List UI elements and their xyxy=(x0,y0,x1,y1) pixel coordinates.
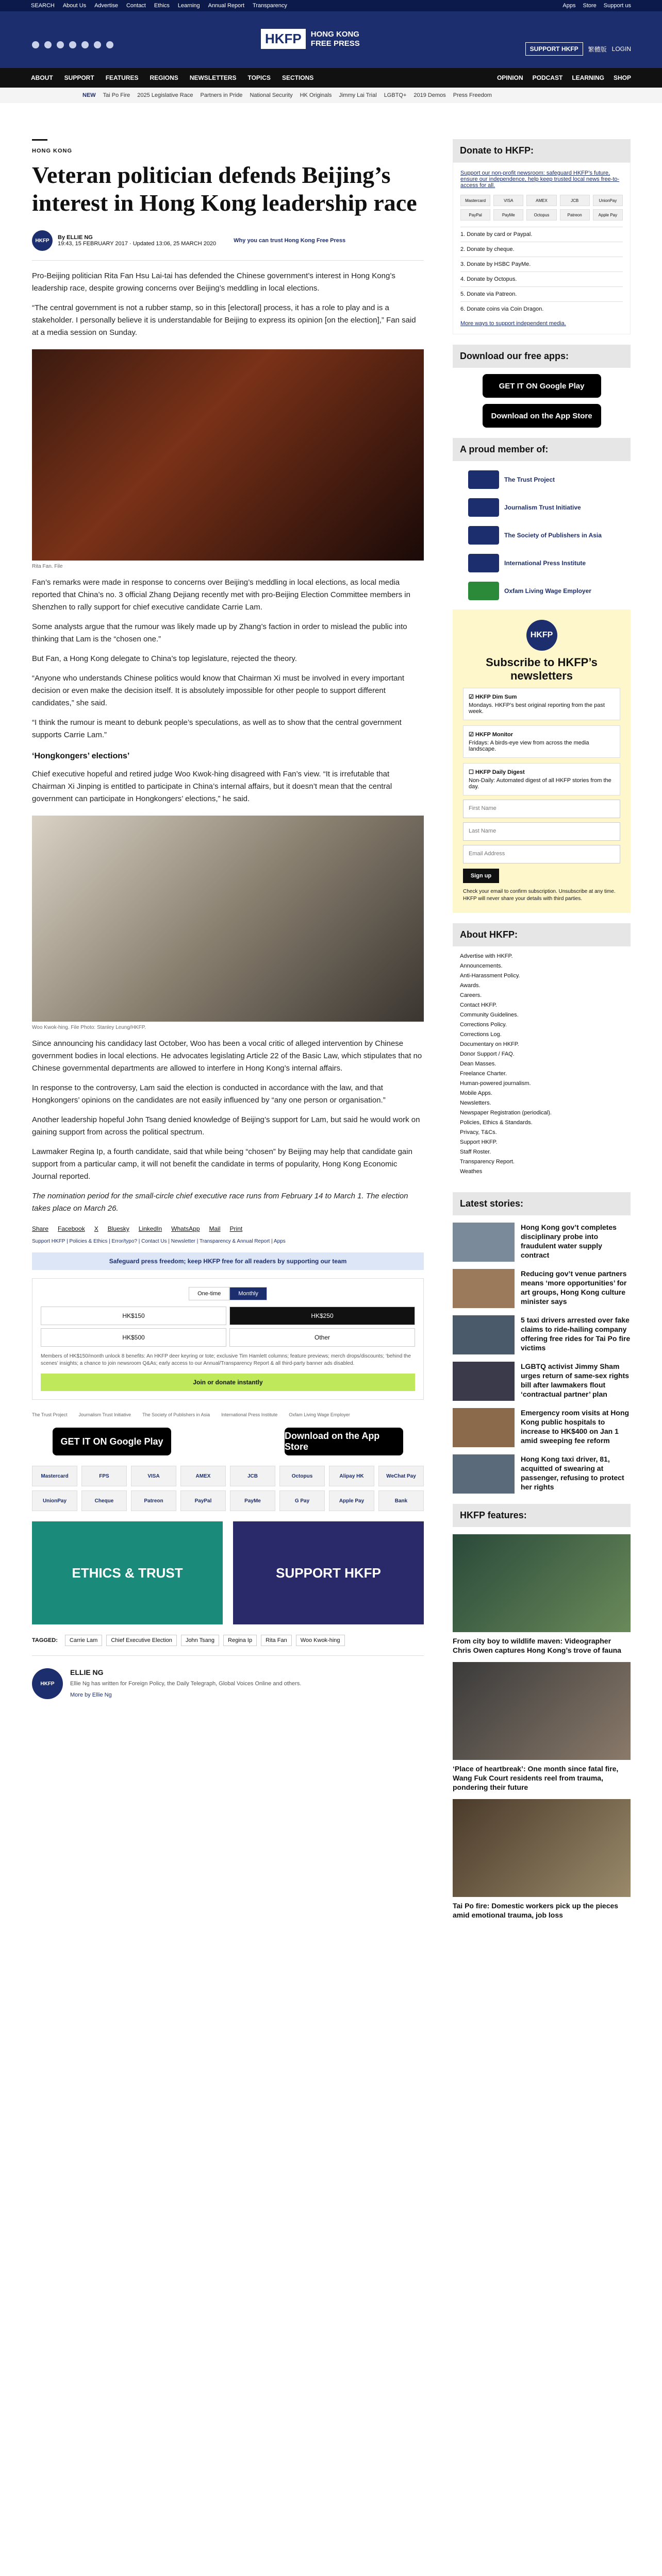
nav-learning[interactable]: LEARNING xyxy=(572,74,604,81)
member-logo[interactable]: The Trust Project xyxy=(468,470,615,489)
story-thumbnail xyxy=(453,1362,515,1401)
about-link[interactable]: Awards. xyxy=(460,982,481,989)
story-thumbnail xyxy=(453,1223,515,1262)
about-link[interactable]: Weathes xyxy=(460,1168,483,1175)
app-store-button[interactable]: Download on the App Store xyxy=(285,1428,403,1455)
linkedin-icon[interactable] xyxy=(81,41,89,48)
donate-heading: Donate to HKFP: xyxy=(453,139,631,162)
last-name-input[interactable]: Last Name xyxy=(463,822,620,841)
article-title: Veteran politician defends Beijing’s interest in Hong Kong leadership race xyxy=(32,162,417,216)
tag[interactable]: Carrie Lam xyxy=(65,1635,102,1646)
latest-heading: Latest stories: xyxy=(453,1192,631,1215)
paragraph: “I think the rumour is meant to debunk people’s speculations, as well as to show that the central government supports Carrie Lam.” xyxy=(32,718,402,739)
payment-logo: PayPal xyxy=(460,209,490,221)
tag[interactable]: Rita Fan xyxy=(261,1635,292,1646)
payment-logo: Octopus xyxy=(279,1466,325,1486)
story-thumbnail xyxy=(453,1799,631,1897)
tags-label: TAGGED: xyxy=(32,1637,58,1643)
about-link[interactable]: Transparency Report. xyxy=(460,1159,515,1165)
trust-project-logo xyxy=(468,470,499,489)
payment-logo: PayMe xyxy=(493,209,523,221)
main-nav xyxy=(0,68,662,88)
share-print[interactable]: Print xyxy=(229,1225,243,1232)
search-link[interactable]: SEARCH xyxy=(31,3,55,9)
nav-opinion[interactable]: OPINION xyxy=(496,74,523,81)
paragraph: Some analysts argue that the rumour was likely made up by Zhang’s faction in order to mislead the public into thinking that Lam is the “chosen one.” xyxy=(32,622,407,643)
more-by-author-link[interactable]: More by Ellie Ng xyxy=(70,1692,112,1698)
login-link[interactable]: LOGIN xyxy=(611,45,631,53)
trending-link[interactable]: 2025 Legislative Race xyxy=(137,92,193,98)
payment-logo: Patreon xyxy=(131,1490,176,1511)
advertise-link[interactable]: Advertise xyxy=(94,3,118,9)
paragraph: Fan’s remarks were made in response to concerns over Beijing’s meddling in local elections, as local media reported that China’s no. 3 official Zhang Dejiang recently met with pro-Beijing Election Committee members in Shenzhen to rally support for chief executive candidate Carrie Lam. xyxy=(32,578,410,612)
member-logo[interactable]: The Society of Publishers in Asia xyxy=(468,526,615,545)
promo-banners xyxy=(32,1521,424,1624)
x-icon[interactable] xyxy=(44,41,52,48)
nav-newsletters[interactable]: NEWSLETTERS xyxy=(189,74,237,81)
about-link[interactable]: Support HKFP. xyxy=(460,1139,498,1145)
sign-up-button[interactable]: Sign up xyxy=(463,869,499,883)
nav-features[interactable]: FEATURES xyxy=(105,74,139,81)
paragraph: Lawmaker Regina Ip, a fourth candidate, said that while being “chosen” by Beijing may help that candidate gain support from a particular camp, it will not benefit the candidate in terms of popularity, Hong Kong Economic Journal reported. xyxy=(32,1147,412,1181)
author-bio: Ellie Ng has written for Foreign Policy, the Daily Telegraph, Global Voices Online and others. xyxy=(70,1681,302,1687)
donate-option[interactable]: 1. Donate by card or Paypal. xyxy=(460,227,623,242)
tag[interactable]: Regina Ip xyxy=(223,1635,257,1646)
nav-regions[interactable]: REGIONS xyxy=(150,74,178,81)
payment-logo: PayPal xyxy=(180,1490,226,1511)
trending-link[interactable]: Tai Po Fire xyxy=(103,92,130,98)
author-name[interactable]: ELLIE NG xyxy=(70,1668,104,1676)
partner-logo[interactable]: The Society of Publishers in Asia xyxy=(142,1412,210,1417)
about-link[interactable]: Corrections Policy. xyxy=(460,1022,507,1028)
latest-story[interactable]: Hong Kong gov’t completes disciplinary probe into fraudulent water supply contract xyxy=(453,1223,631,1262)
paragraph: Since announcing his candidacy last October, Woo has been a vocal critic of alleged intervention by Chinese government bodies in local elections. He advocates legislating Article 22 of the Basic Law, which stipulates that no Chinese governmental departments are allowed to interfere in Hong Kong’s internal affairs. xyxy=(32,1039,422,1073)
paragraph: Another leadership hopeful John Tsang denied knowledge of Beijing’s support for Lam, but said he would work on gaining support from across the political spectrum. xyxy=(32,1115,420,1137)
social-icons xyxy=(32,41,113,48)
paragraph: But Fan, a Hong Kong delegate to China’s top legislature, rejected the theory. xyxy=(32,654,297,663)
payment-logo: Mastercard xyxy=(32,1466,77,1486)
jti-logo xyxy=(468,498,499,517)
donate-option[interactable]: 4. Donate by Octopus. xyxy=(460,272,623,286)
apps-heading: Download our free apps: xyxy=(453,345,631,368)
article-photo-woo xyxy=(32,816,424,1022)
youtube-icon[interactable] xyxy=(69,41,76,48)
payment-methods xyxy=(460,195,623,221)
trending-link[interactable]: Partners in Pride xyxy=(200,92,243,98)
about-link[interactable]: Privacy, T&Cs. xyxy=(460,1129,497,1136)
category-label[interactable]: HONG KONG xyxy=(32,148,73,154)
top-utility-bar xyxy=(0,0,662,11)
tag[interactable]: Chief Executive Election xyxy=(106,1635,177,1646)
bluesky-icon[interactable] xyxy=(94,41,101,48)
safeguard-banner[interactable]: Safeguard press freedom; keep HKFP free for all readers by supporting our team xyxy=(32,1252,424,1270)
publish-date: 19:43, 15 FEBRUARY 2017 · Updated 13:06, 25 MARCH 2020 xyxy=(58,241,217,247)
newsletter-option[interactable]: ☑ HKFP Dim Sum Mondays. HKFP’s best original reporting from the past week. xyxy=(463,688,620,720)
share-mail[interactable]: Mail xyxy=(209,1225,221,1232)
author-name[interactable]: ELLIE NG xyxy=(67,234,93,241)
trending-link[interactable]: Jimmy Lai Trial xyxy=(339,92,377,98)
latest-story[interactable]: Reducing gov’t venue partners means ‘more opportunities’ for art groups, Hong Kong culture minister says xyxy=(453,1269,631,1308)
newsletter-option[interactable]: ☑ HKFP Monitor Fridays: A birds-eye view from across the media landscape. xyxy=(463,725,620,758)
story-thumbnail xyxy=(453,1454,515,1494)
story-thumbnail xyxy=(453,1408,515,1447)
partner-logo[interactable]: The Trust Project xyxy=(32,1412,68,1417)
trending-link[interactable]: LGBTQ+ xyxy=(384,92,407,98)
feature-story[interactable]: From city boy to wildlife maven: Videographer Chris Owen captures Hong Kong’s trove of fauna xyxy=(453,1534,631,1655)
ipi-logo xyxy=(468,554,499,572)
site-header xyxy=(0,11,662,68)
share-x[interactable]: X xyxy=(94,1225,98,1232)
about-link[interactable]: Community Guidelines. xyxy=(460,1012,519,1018)
amount-option[interactable]: HK$150 xyxy=(41,1307,226,1325)
payment-logo: Apple Pay xyxy=(329,1490,374,1511)
contact-link[interactable]: Contact xyxy=(126,3,146,9)
trending-link[interactable]: 2019 Demos xyxy=(413,92,446,98)
about-link[interactable]: Human-powered journalism. xyxy=(460,1080,531,1087)
article-photo-rita-fan xyxy=(32,349,424,561)
first-name-input[interactable]: First Name xyxy=(463,800,620,818)
google-play-button[interactable]: GET IT ON Google Play xyxy=(53,1428,171,1455)
about-link[interactable]: Freelance Charter. xyxy=(460,1071,507,1077)
payment-logo: UnionPay xyxy=(32,1490,77,1511)
payment-logo: WeChat Pay xyxy=(378,1466,424,1486)
payment-logo: UnionPay xyxy=(593,195,623,206)
donate-option[interactable]: 3. Donate by HSBC PayMe. xyxy=(460,257,623,272)
divider xyxy=(32,260,424,261)
avatar[interactable]: HKFP xyxy=(32,1668,63,1699)
tag[interactable]: Woo Kwok-hing xyxy=(296,1635,345,1646)
share-bluesky[interactable]: Bluesky xyxy=(107,1225,129,1232)
trending-link[interactable]: HK Originals xyxy=(300,92,332,98)
apps-link[interactable]: Apps xyxy=(562,3,576,9)
donate-option[interactable]: 5. Donate via Patreon. xyxy=(460,286,623,301)
hkfp-logo: HKFP xyxy=(526,620,557,651)
amount-option[interactable]: HK$250 xyxy=(229,1307,415,1325)
payment-logo: JCB xyxy=(560,195,590,206)
payment-logo: Bank xyxy=(378,1490,424,1511)
support-hkfp-button[interactable]: SUPPORT HKFP xyxy=(525,42,583,56)
donation-widget xyxy=(32,1278,424,1400)
photo-caption: Woo Kwok-hing. File Photo: Stanley Leung/HKFP. xyxy=(32,1025,146,1030)
store-link[interactable]: Store xyxy=(583,3,597,9)
facebook-icon[interactable] xyxy=(32,41,39,48)
partner-logo[interactable]: Oxfam Living Wage Employer xyxy=(289,1412,350,1417)
latest-story[interactable]: Hong Kong taxi driver, 81, acquitted of swearing at passenger, refusing to protect her rights xyxy=(453,1454,631,1494)
features-heading: HKFP features: xyxy=(453,1504,631,1527)
email-input[interactable]: Email Address xyxy=(463,845,620,863)
payment-logo: Cheque xyxy=(81,1490,127,1511)
feature-story[interactable]: Tai Po fire: Domestic workers pick up the pieces amid emotional trauma, job loss xyxy=(453,1799,631,1920)
tag-list xyxy=(32,1635,424,1646)
donate-intro[interactable]: Support our non-profit newsroom: safeguard HKFP’s future, ensure our independence, help keep trusted local news free-to-access for all. xyxy=(460,170,620,189)
payment-logo: PayMe xyxy=(230,1490,275,1511)
site-logo[interactable]: HKFP HONG KONG FREE PRESS xyxy=(261,29,360,49)
paragraph: Pro-Beijing politician Rita Fan Hsu Lai-tai has defended the Chinese government’s interest in Hong Kong’s leadership race, despite growing concerns over Beijing’s meddling in local elections. xyxy=(32,272,395,293)
nav-podcast[interactable]: PODCAST xyxy=(532,74,563,81)
new-badge: NEW xyxy=(82,92,96,98)
app-store-button[interactable]: Download on the App Store xyxy=(483,404,601,428)
about-link[interactable]: Newspaper Registration (periodical). xyxy=(460,1110,552,1116)
member-heading: A proud member of: xyxy=(453,438,631,461)
trending-bar xyxy=(0,88,662,103)
partner-logos xyxy=(32,1412,424,1417)
newsletter-signup xyxy=(453,609,631,913)
share-label: Share xyxy=(32,1225,49,1232)
member-logo[interactable]: Journalism Trust Initiative xyxy=(468,498,615,517)
amount-option[interactable]: HK$500 xyxy=(41,1328,226,1347)
about-link[interactable]: Anti-Harassment Policy. xyxy=(460,973,520,979)
nav-topics[interactable]: TOPICS xyxy=(247,74,271,81)
about-link[interactable]: Announcements. xyxy=(460,963,503,969)
annual-report-link[interactable]: Annual Report xyxy=(208,3,244,9)
feature-story[interactable]: ‘Place of heartbreak’: One month since fatal fire, Wang Fuk Court residents reel from trauma, pondering their future xyxy=(453,1662,631,1792)
payment-logo: FPS xyxy=(81,1466,127,1486)
partner-logo[interactable]: International Press Institute xyxy=(221,1412,278,1417)
about-link[interactable]: Policies, Ethics & Standards. xyxy=(460,1120,533,1126)
about-link[interactable]: Donor Support / FAQ. xyxy=(460,1051,515,1057)
about-link[interactable]: Dean Masses. xyxy=(460,1061,496,1067)
payment-logo: G Pay xyxy=(279,1490,325,1511)
amount-option[interactable]: Other xyxy=(229,1328,415,1347)
partner-logo[interactable]: Journalism Trust Initiative xyxy=(78,1412,131,1417)
payment-logo: Patreon xyxy=(560,209,590,221)
paragraph: Chief executive hopeful and retired judge Woo Kwok-hing disagreed with Fan’s view. “It is irrefutable that Chairman Xi Jinping is entitled to participate in China’s internal affairs, but it doesn’t mean that the central government can participate in Hongkongers’ elections,” he said. xyxy=(32,770,392,803)
payment-logo: Alipay HK xyxy=(329,1466,374,1486)
monthly-tab[interactable]: Monthly xyxy=(229,1287,267,1300)
byline: HKFP By ELLIE NG 19:43, 15 FEBRUARY 2017 · Updated 13:06, 25 MARCH 2020 Why you can trust Hong Kong Free Press xyxy=(32,230,424,251)
payment-logo: Octopus xyxy=(526,209,556,221)
payment-logo: AMEX xyxy=(180,1466,226,1486)
about-link[interactable]: Careers. xyxy=(460,992,482,998)
one-time-tab[interactable]: One-time xyxy=(189,1287,229,1300)
more-ways-link[interactable]: More ways to support independent media. xyxy=(460,320,566,327)
about-link[interactable]: Advertise with HKFP. xyxy=(460,953,513,959)
share-linkedin[interactable]: LinkedIn xyxy=(138,1225,162,1232)
newsletter-heading: Subscribe to HKFP’s newsletters xyxy=(486,656,598,682)
support-promo[interactable]: SUPPORT HKFP xyxy=(233,1521,424,1624)
donate-option[interactable]: 2. Donate by cheque. xyxy=(460,242,623,257)
ethics-link[interactable]: Ethics xyxy=(154,3,170,9)
about-link[interactable]: Staff Roster. xyxy=(460,1149,491,1155)
payment-logo: JCB xyxy=(230,1466,275,1486)
payment-logo: VISA xyxy=(131,1466,176,1486)
about-link[interactable]: About Us xyxy=(62,3,87,9)
story-thumbnail xyxy=(453,1269,515,1308)
divider xyxy=(32,1655,424,1656)
divider xyxy=(32,139,47,141)
sopa-logo xyxy=(468,526,499,545)
subheading: ‘Hongkongers’ elections’ xyxy=(32,752,130,760)
ethics-promo[interactable]: ETHICS & TRUST xyxy=(32,1521,223,1624)
donate-option[interactable]: 6. Donate coins via Coin Dragon. xyxy=(460,301,623,316)
story-thumbnail xyxy=(453,1315,515,1354)
avatar[interactable]: HKFP xyxy=(32,230,53,251)
photo-caption: Rita Fan. File xyxy=(32,564,63,569)
google-play-button[interactable]: GET IT ON Google Play xyxy=(483,374,601,398)
author-box xyxy=(32,1668,424,1699)
sidebar xyxy=(453,139,631,1927)
trending-link[interactable]: National Security xyxy=(250,92,293,98)
nav-about[interactable]: ABOUT xyxy=(31,74,53,81)
paragraph: “The central government is not a rubber stamp, so in this [electoral] process, it has a role to play and is a stakeholder. I personally believe it is understandable for Beijing to express its opinion [on the election],” Fan said at a media session on Sunday. xyxy=(32,303,416,337)
about-heading: About HKFP: xyxy=(453,923,631,946)
app-store-buttons xyxy=(32,1428,424,1455)
oxfam-logo xyxy=(468,582,499,600)
join-donate-button[interactable]: Join or donate instantly xyxy=(41,1374,415,1391)
transparency-link[interactable]: Transparency xyxy=(253,3,287,9)
payment-methods xyxy=(32,1466,424,1511)
support-us-link[interactable]: Support us xyxy=(603,3,631,9)
about-link[interactable]: Mobile Apps. xyxy=(460,1090,492,1096)
latest-story[interactable]: LGBTQ activist Jimmy Sham urges return of same-sex rights bill after lawmakers flout ‘contractual partner’ plan xyxy=(453,1362,631,1401)
about-link[interactable]: Corrections Log. xyxy=(460,1031,502,1038)
payment-logo: VISA xyxy=(493,195,523,206)
nav-shop[interactable]: SHOP xyxy=(613,74,631,81)
donate-panel xyxy=(453,162,631,334)
tag[interactable]: John Tsang xyxy=(181,1635,219,1646)
threads-icon[interactable] xyxy=(106,41,113,48)
about-link[interactable]: Documentary on HKFP. xyxy=(460,1041,519,1047)
story-thumbnail xyxy=(453,1534,631,1632)
donation-note: Members of HK$150/month unlock 8 benefits: An HKFP deer keyring or tote; exclusive Tim Hamlett columns; feature previews; merch drops/discounts; ‘behind the scenes’ insights; a chance to join newsroom Q&As; early access to our Annual/Transparency Report & all third-party banner ads disabled. xyxy=(41,1353,411,1366)
nav-sections[interactable]: SECTIONS xyxy=(282,74,314,81)
share-whatsapp[interactable]: WhatsApp xyxy=(171,1225,200,1232)
nav-support[interactable]: SUPPORT xyxy=(64,74,94,81)
member-logo[interactable]: Oxfam Living Wage Employer xyxy=(468,582,615,600)
instagram-icon[interactable] xyxy=(57,41,64,48)
article xyxy=(32,139,424,1699)
learning-link[interactable]: Learning xyxy=(177,3,200,9)
footer-links[interactable]: Support HKFP | Policies & Ethics | Error/typo? | Contact Us | Newsletter | Transparency & Annual Report | Apps xyxy=(32,1239,286,1244)
share-bar xyxy=(32,1225,424,1232)
member-logo[interactable]: International Press Institute xyxy=(468,554,615,572)
payment-logo: Mastercard xyxy=(460,195,490,206)
share-facebook[interactable]: Facebook xyxy=(58,1225,85,1232)
trending-link[interactable]: Press Freedom xyxy=(453,92,492,98)
about-list xyxy=(453,946,631,1182)
about-link[interactable]: Newsletters. xyxy=(460,1100,491,1106)
about-link[interactable]: Contact HKFP. xyxy=(460,1002,497,1008)
language-toggle[interactable]: 繁體版 xyxy=(588,45,607,53)
newsletter-fineprint: Check your email to confirm subscription. Unsubscribe at any time. HKFP will never share your details with third parties. xyxy=(463,889,616,902)
newsletter-option[interactable]: ☐ HKFP Daily Digest Non-Daily: Automated digest of all HKFP stories from the day. xyxy=(463,763,620,795)
latest-story[interactable]: 5 taxi drivers arrested over fake claims to ride-hailing company offering free rides for Tai Po fire victims xyxy=(453,1315,631,1354)
payment-logo: Apple Pay xyxy=(593,209,623,221)
paragraph: The nomination period for the small-circle chief executive race runs from February 14 to March 1. The election takes place on March 26. xyxy=(32,1192,408,1213)
paragraph: In response to the controversy, Lam said the election is conducted in accordance with the law, and that Hongkongers’ opinions on the candidates are not easily influenced by “any one person or organisation.” xyxy=(32,1083,386,1105)
paragraph: “Anyone who understands Chinese politics would know that Chairman Xi must be involved in every important decision or even make the decision itself. It is absolutely impossible for other people to support different candidates,” she said. xyxy=(32,674,405,707)
latest-story[interactable]: Emergency room visits at Hong Kong public hospitals to increase to HK$400 on Jan 1 amid sweeping fee reform xyxy=(453,1408,631,1447)
story-thumbnail xyxy=(453,1662,631,1760)
trust-link[interactable]: Why you can trust Hong Kong Free Press xyxy=(234,238,346,244)
payment-logo: AMEX xyxy=(526,195,556,206)
